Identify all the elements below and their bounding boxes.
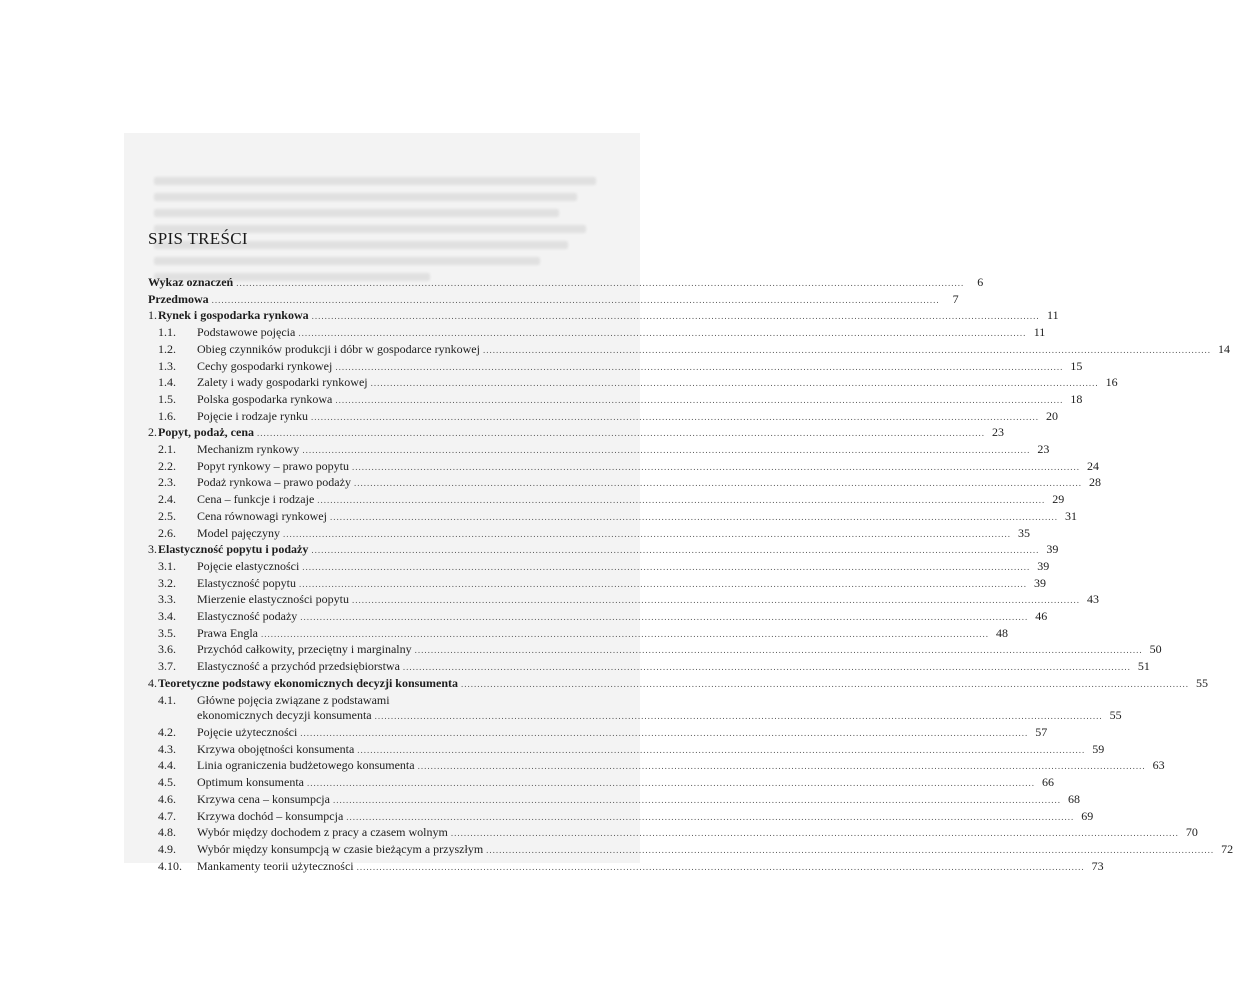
- toc-leader-dots: [330, 510, 1058, 526]
- toc-entry-label: Prawa Engla: [197, 625, 258, 640]
- toc-entry-label: Krzywa dochód – konsumpcja: [197, 808, 344, 823]
- toc-entry-number: 1.2.: [158, 341, 176, 356]
- toc-entry: [148, 275, 984, 292]
- toc-entry: [148, 391, 1083, 409]
- toc-entry-label: Wykaz oznaczeń: [148, 275, 234, 289]
- toc-entry-number: 3.: [148, 542, 157, 557]
- toc-entry-number: 3.6.: [158, 642, 176, 657]
- toc-entry: [148, 291, 959, 309]
- toc-entry: [148, 341, 1230, 359]
- toc-leader-dots: [357, 860, 1085, 876]
- toc-leader-dots: [307, 776, 1035, 792]
- toc-page-number: 18: [1070, 391, 1083, 406]
- toc-leader-dots: [418, 759, 1146, 775]
- toc-entry-label: Popyt, podaż, cena: [158, 425, 254, 440]
- toc-entry-label: Elastyczność a przychód przedsiębiorstwa: [197, 659, 400, 674]
- toc-entry-number: 1.6.: [158, 408, 176, 423]
- toc-entry-label: Główne pojęcia związane z podstawami: [197, 692, 390, 707]
- toc-entry: [148, 458, 1099, 476]
- toc-entry: [148, 575, 1046, 593]
- toc-entry: [148, 542, 1059, 559]
- toc-entry: [148, 525, 1030, 543]
- toc-leader-dots: [312, 309, 1040, 325]
- toc-entry: [148, 775, 1054, 792]
- table-of-contents: [148, 275, 1233, 875]
- toc-entry-number: 2.2.: [158, 458, 176, 473]
- toc-entry-label: Wybór między dochodem z pracy a czasem wolnym: [197, 825, 448, 840]
- toc-entry-number: 2.4.: [158, 492, 176, 507]
- toc-entry: [148, 693, 594, 709]
- toc-entry-label: Elastyczność popytu i podaży: [158, 542, 309, 557]
- toc-page-number: 29: [1052, 492, 1065, 507]
- toc-leader-dots: [461, 677, 1189, 693]
- toc-page-number: 55: [1196, 675, 1208, 690]
- toc-entry: [148, 609, 1048, 626]
- toc-leader-dots: [311, 410, 1039, 426]
- toc-entry-number: 4.9.: [158, 841, 176, 856]
- toc-leader-dots: [357, 743, 1085, 759]
- toc-entry-label: Krzywa cena – konsumpcja: [197, 791, 330, 806]
- toc-entry-number: 2.1.: [158, 442, 176, 457]
- toc-entry-number: 4.8.: [158, 825, 176, 840]
- toc-entry-label: Cena równowagi rynkowej: [197, 508, 327, 523]
- toc-entry-label: Pojęcie elastyczności: [197, 558, 300, 573]
- toc-entry-label: Pojęcie i rodzaje rynku: [197, 408, 308, 423]
- toc-leader-dots: [352, 460, 1080, 476]
- toc-entry: [148, 425, 1004, 442]
- toc-entry-label: Mechanizm rynkowy: [197, 442, 300, 457]
- toc-page-number: 7: [952, 291, 959, 306]
- scanned-page: [124, 133, 1233, 873]
- toc-leader-dots: [311, 543, 1039, 559]
- toc-leader-dots: [302, 443, 1030, 459]
- bleed-through-line: [154, 177, 596, 185]
- toc-entry-label: Linia ograniczenia budżetowego konsumenta: [197, 758, 415, 773]
- toc-leader-dots: [375, 709, 1103, 725]
- toc-leader-dots: [212, 293, 940, 309]
- toc-entry-label: Optimum konsumenta: [197, 775, 304, 790]
- toc-page-number: 14: [1217, 341, 1230, 356]
- toc-entry: [148, 475, 1101, 492]
- toc-page-number: 59: [1092, 741, 1105, 756]
- toc-entry: [148, 558, 1050, 576]
- toc-page-number: 72: [1221, 841, 1233, 856]
- toc-entry-label: ekonomicznych decyzji konsumenta: [197, 708, 372, 723]
- toc-entry-label: Pojęcie użyteczności: [197, 724, 298, 739]
- toc-page-number: 39: [1037, 558, 1050, 573]
- toc-entry-number: 3.2.: [158, 575, 176, 590]
- toc-leader-dots: [403, 660, 1131, 676]
- toc-leader-dots: [352, 593, 1080, 609]
- toc-entry: [148, 791, 1080, 809]
- toc-leader-dots: [486, 843, 1214, 859]
- toc-page-number: 35: [1017, 525, 1030, 540]
- toc-leader-dots: [300, 726, 1028, 742]
- bleed-through-line: [154, 209, 559, 217]
- toc-page-number: 48: [995, 625, 1008, 640]
- toc-entry-label: Obieg czynników produkcji i dóbr w gospodarce rynkowej: [197, 341, 480, 356]
- toc-entry-number: 3.3.: [158, 592, 176, 607]
- toc-entry-label: Podstawowe pojęcia: [197, 325, 296, 340]
- toc-entry: [148, 625, 1008, 643]
- toc-entry: [148, 325, 1046, 342]
- toc-entry-number: 1.5.: [158, 391, 176, 406]
- toc-page-number: 51: [1137, 659, 1150, 674]
- toc-entry-number: 4.: [148, 675, 157, 690]
- toc-page-number: 57: [1035, 724, 1048, 739]
- toc-page-number: 11: [1047, 308, 1059, 323]
- toc-leader-dots: [346, 810, 1074, 826]
- toc-page-number: 20: [1045, 408, 1058, 423]
- toc-leader-dots: [371, 376, 1099, 392]
- toc-entry: [148, 808, 1094, 826]
- toc-page-number: 63: [1152, 758, 1165, 773]
- toc-page-number: 24: [1087, 458, 1099, 473]
- toc-entry-number: 4.1.: [158, 692, 176, 707]
- toc-entry-number: 2.6.: [158, 525, 176, 540]
- bleed-through-text: [154, 147, 614, 267]
- toc-entry-label: Mierzenie elastyczności popytu: [197, 592, 349, 607]
- toc-entry-label: Rynek i gospodarka rynkowa: [158, 308, 309, 323]
- toc-leader-dots: [261, 627, 989, 643]
- toc-entry-label: Teoretyczne podstawy ekonomicznych decyzji konsumenta: [158, 675, 458, 690]
- toc-leader-dots: [333, 793, 1061, 809]
- toc-page-number: 39: [1033, 575, 1046, 590]
- toc-entry: [148, 675, 1208, 693]
- toc-entry-label: Przedmowa: [148, 291, 209, 306]
- toc-page-number: 6: [977, 275, 984, 289]
- toc-entry-number: 3.4.: [158, 609, 176, 624]
- toc-entry-label: Cechy gospodarki rynkowej: [197, 358, 333, 373]
- toc-leader-dots: [257, 426, 985, 442]
- toc-leader-dots: [451, 826, 1179, 842]
- bleed-through-header: [154, 147, 614, 163]
- toc-entry-label: Model pajęczyny: [197, 525, 280, 540]
- toc-entry: [148, 841, 1233, 859]
- toc-page-number: 23: [1037, 442, 1050, 457]
- toc-entry: [148, 442, 1050, 459]
- bleed-through-line: [154, 193, 577, 201]
- toc-entry-label: Wybór między konsumpcją w czasie bieżącym a przyszłym: [197, 841, 484, 856]
- toc-leader-dots: [354, 476, 1082, 492]
- toc-entry-label: Polska gospodarka rynkowa: [197, 391, 333, 406]
- toc-entry: [148, 642, 1162, 659]
- toc-entry-number: 4.5.: [158, 775, 176, 790]
- toc-leader-dots: [283, 527, 1011, 543]
- toc-page-number: 46: [1035, 609, 1048, 624]
- toc-entry: [148, 408, 1058, 426]
- toc-page-number: 50: [1149, 642, 1162, 657]
- toc-entry-label: Krzywa obojętności konsumenta: [197, 741, 355, 756]
- toc-page-number: 69: [1081, 808, 1094, 823]
- toc-entry-number: 1.4.: [158, 375, 176, 390]
- toc-page-number: 70: [1185, 825, 1198, 840]
- toc-entry: [148, 741, 1105, 759]
- toc-leader-dots: [317, 493, 1045, 509]
- toc-page-number: 23: [992, 425, 1004, 440]
- toc-page-number: 16: [1105, 375, 1118, 390]
- toc-leader-dots: [335, 393, 1063, 409]
- toc-leader-dots: [300, 610, 1028, 626]
- toc-leader-dots: [302, 560, 1030, 576]
- toc-page-number: 15: [1070, 358, 1083, 373]
- toc-page-number: 68: [1067, 791, 1080, 806]
- toc-entry: [148, 358, 1083, 376]
- toc-leader-dots: [299, 577, 1027, 593]
- toc-leader-dots: [298, 326, 1026, 342]
- toc-entry: [148, 758, 1165, 775]
- toc-page-number: 39: [1046, 542, 1059, 557]
- toc-entry: [148, 508, 1077, 526]
- toc-entry-number: 2.5.: [158, 508, 176, 523]
- toc-entry-number: 3.7.: [158, 659, 176, 674]
- toc-entry-number: 2.3.: [158, 475, 176, 490]
- toc-entry-label: Przychód całkowity, przeciętny i marginalny: [197, 642, 412, 657]
- toc-entry: [148, 858, 1104, 876]
- toc-entry: [148, 375, 1118, 392]
- toc-entry: [148, 659, 1150, 676]
- toc-entry: [148, 708, 1122, 725]
- toc-entry-number: 3.5.: [158, 625, 176, 640]
- toc-entry-number: 4.3.: [158, 741, 176, 756]
- toc-entry-label: Podaż rynkowa – prawo podaży: [197, 475, 351, 490]
- toc-entry-number: 1.1.: [158, 325, 176, 340]
- toc-entry-number: 2.: [148, 425, 157, 440]
- toc-entry-number: 4.4.: [158, 758, 176, 773]
- toc-leader-dots: [483, 343, 1211, 359]
- toc-page-number: 43: [1086, 592, 1099, 607]
- toc-leader-dots: [236, 276, 964, 292]
- toc-entry-number: 4.10.: [158, 858, 182, 873]
- toc-entry-label: Elastyczność popytu: [197, 575, 296, 590]
- toc-page-number: 73: [1091, 858, 1104, 873]
- toc-entry-label: Cena – funkcje i rodzaje: [197, 492, 315, 507]
- toc-entry-label: Zalety i wady gospodarki rynkowej: [197, 375, 368, 390]
- toc-entry: [148, 724, 1048, 742]
- toc-entry-label: Mankamenty teorii użyteczności: [197, 858, 354, 873]
- toc-entry-number: 4.7.: [158, 808, 176, 823]
- toc-entry-label: Elastyczność podaży: [197, 609, 298, 624]
- toc-page-number: 11: [1033, 325, 1046, 340]
- toc-entry-number: 4.2.: [158, 724, 176, 739]
- toc-entry-label: Popyt rynkowy – prawo popytu: [197, 458, 349, 473]
- toc-entry: [148, 492, 1065, 509]
- toc-title: SPIS TREŚCI: [148, 229, 248, 248]
- toc-entry-number: 3.1.: [158, 558, 176, 573]
- toc-entry: [148, 592, 1099, 609]
- toc-leader-dots: [415, 643, 1143, 659]
- toc-entry-number: 4.6.: [158, 791, 176, 806]
- toc-page-number: 28: [1088, 475, 1101, 490]
- bleed-through-line: [154, 257, 540, 265]
- toc-page-number: 31: [1064, 508, 1077, 523]
- toc-entry: [148, 308, 1059, 325]
- toc-leader-dots: [335, 360, 1063, 376]
- toc-entry: [148, 825, 1198, 842]
- toc-entry-number: 1.3.: [158, 358, 176, 373]
- toc-page-number: 55: [1109, 708, 1122, 723]
- toc-entry-number: 1.: [148, 308, 157, 323]
- toc-page-number: 66: [1042, 775, 1054, 790]
